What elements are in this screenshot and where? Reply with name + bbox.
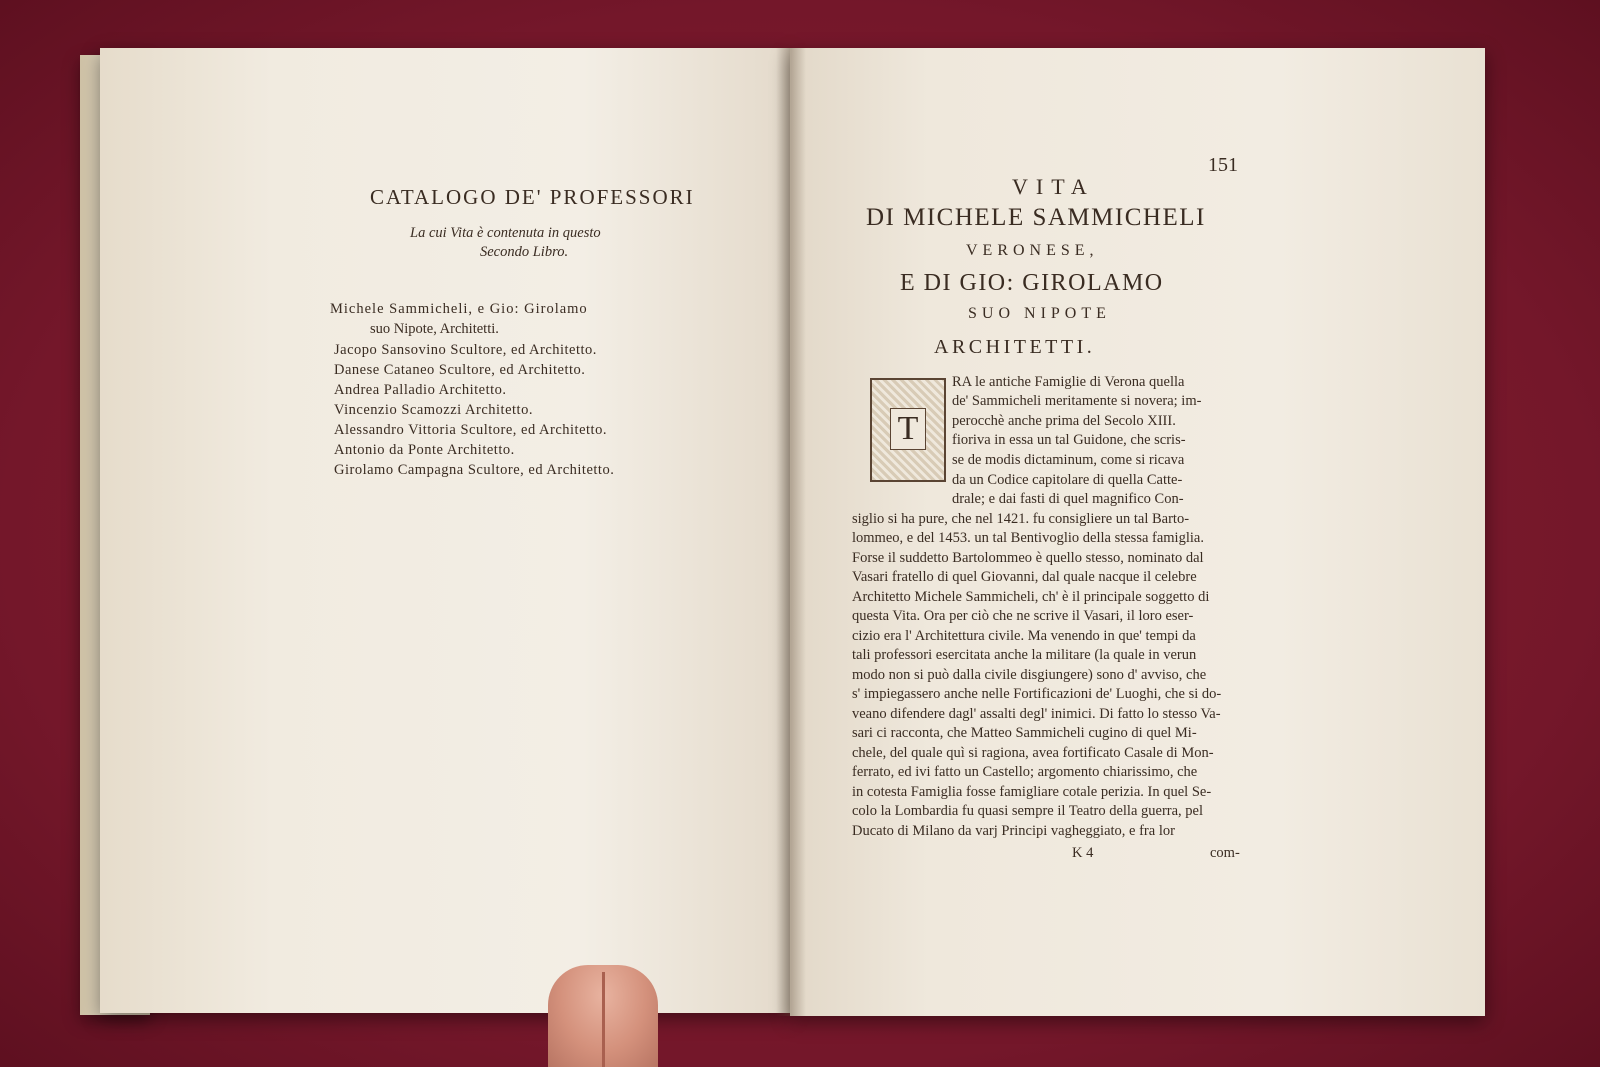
catalog-subtitle-line2: Secondo Libro. [480, 244, 569, 260]
body-line: fioriva in essa un tal Guidone, che scris- [952, 432, 1186, 448]
right-page [790, 48, 1485, 1016]
catchword: com- [1210, 845, 1240, 861]
finger-separation [602, 972, 605, 1067]
body-line: perocchè anche prima del Secolo XIII. [952, 413, 1176, 429]
catalog-entry: Michele Sammicheli, e Gio: Girolamo [330, 301, 588, 317]
body-line: sari ci racconta, che Matteo Sammicheli cugino di quel Mi- [852, 725, 1197, 741]
catalog-entry: suo Nipote, Architetti. [370, 321, 499, 337]
left-page [100, 48, 790, 1013]
catalog-subtitle-line1: La cui Vita è contenuta in questo [410, 225, 601, 241]
initial-letter: T [890, 408, 926, 450]
body-line: in cotesta Famiglia fosse famigliare cotale perizia. In quel Se- [852, 784, 1212, 800]
body-line: tali professori esercitata anche la militare (la quale in verun [852, 647, 1197, 663]
catalog-title: CATALOGO DE' PROFESSORI [370, 185, 695, 209]
heading-veronese: VERONESE, [966, 242, 1099, 259]
body-line: ferrato, ed ivi fatto un Castello; argomento chiarissimo, che [852, 764, 1198, 780]
catalog-entry: Vincenzio Scamozzi Architetto. [334, 402, 533, 418]
body-line: se de modis dictaminum, come si ricava [952, 452, 1185, 468]
body-line: Forse il suddetto Bartolommeo è quello stesso, nominato dal [852, 550, 1204, 566]
body-line: Vasari fratello di quel Giovanni, dal quale nacque il celebre [852, 569, 1197, 585]
catalog-entry: Alessandro Vittoria Scultore, ed Architetto. [334, 422, 607, 438]
body-line: RA le antiche Famiglie di Verona quella [952, 374, 1185, 390]
body-line: Architetto Michele Sammicheli, ch' è il principale soggetto di [852, 589, 1210, 605]
catalog-entry: Jacopo Sansovino Scultore, ed Architetto. [334, 342, 597, 358]
heading-architetti: ARCHITETTI. [934, 336, 1096, 358]
body-line: modo non si può dalla civile disgiungere) sono d' avviso, che [852, 667, 1207, 683]
heading-vita: VITA [1012, 174, 1095, 199]
catalog-entry: Girolamo Campagna Scultore, ed Architetto. [334, 462, 615, 478]
catalog-entry: Danese Cataneo Scultore, ed Architetto. [334, 362, 586, 378]
body-line: colo la Lombardia fu quasi sempre il Teatro della guerra, pel [852, 803, 1204, 819]
page-number: 151 [1208, 154, 1238, 176]
body-line: Ducato di Milano da varj Principi vagheggiato, e fra lor [852, 823, 1175, 839]
body-line: drale; e dai fasti di quel magnifico Con- [952, 491, 1184, 507]
body-line: da un Codice capitolare di quella Catte- [952, 472, 1183, 488]
decorated-initial [870, 378, 946, 482]
heading-nipote: SUO NIPOTE [968, 305, 1111, 322]
book-gutter [776, 48, 806, 1016]
heading-name: DI MICHELE SAMMICHELI [866, 204, 1206, 231]
heading-girolamo: E DI GIO: GIROLAMO [900, 270, 1164, 296]
body-line: questa Vita. Ora per ciò che ne scrive il Vasari, il loro eser- [852, 608, 1194, 624]
body-line: cizio era l' Architettura civile. Ma venendo in que' tempi da [852, 628, 1196, 644]
body-line: de' Sammicheli meritamente si novera; im- [952, 393, 1202, 409]
catalog-entry: Andrea Palladio Architetto. [334, 382, 507, 398]
signature-mark: K 4 [1072, 845, 1094, 861]
body-line: lommeo, e del 1453. un tal Bentivoglio della stessa famiglia. [852, 530, 1204, 546]
body-line: chele, del quale quì si ragiona, avea fortificato Casale di Mon- [852, 745, 1214, 761]
body-line: siglio si ha pure, che nel 1421. fu consigliere un tal Barto- [852, 511, 1190, 527]
catalog-entry: Antonio da Ponte Architetto. [334, 442, 515, 458]
body-line: veano difendere dagl' assalti degl' inimici. Di fatto lo stesso Va- [852, 706, 1221, 722]
body-line: s' impiegassero anche nelle Fortificazioni de' Luoghi, che si do- [852, 686, 1222, 702]
